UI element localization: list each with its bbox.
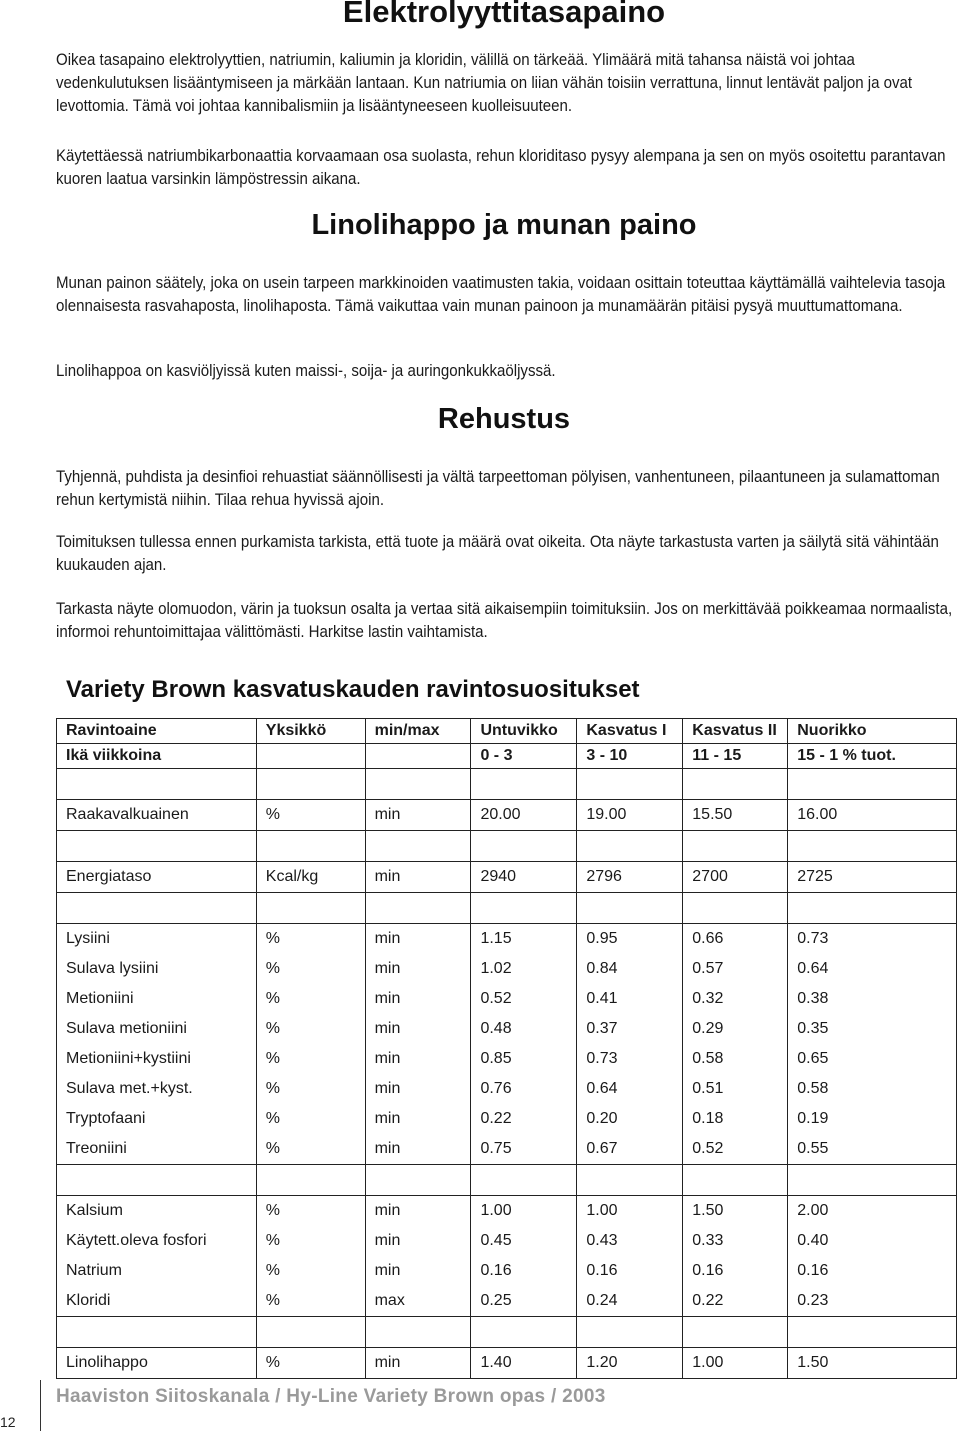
table-spacer-cell xyxy=(788,1317,957,1348)
table-cell: Kasvatus I xyxy=(577,719,683,744)
table-spacer-cell xyxy=(577,769,683,800)
table-cell: 1.50 xyxy=(788,1348,957,1379)
table-cell: 0.22 xyxy=(471,1104,577,1134)
table-spacer-cell xyxy=(683,831,788,862)
table-spacer-cell xyxy=(471,831,577,862)
table-cell: min xyxy=(365,1104,471,1134)
table-cell: 2700 xyxy=(683,862,788,893)
table-cell: 0.25 xyxy=(471,1286,577,1317)
table-cell: min xyxy=(365,1196,471,1227)
table-cell: min xyxy=(365,800,471,831)
table-cell: % xyxy=(256,1256,365,1286)
table-cell: 0.45 xyxy=(471,1226,577,1256)
paragraph-electrolytes-2: Käytettäessä natriumbikarbonaattia korvaamaan osa suolasta, rehun kloriditaso pysyy alempana ja sen on myös osoitettu parantavan kuoren laatua varsinkin lämpöstressin aikana. xyxy=(56,147,946,188)
table-spacer-cell xyxy=(256,769,365,800)
table-spacer-cell xyxy=(256,831,365,862)
table-row xyxy=(57,1348,957,1379)
table-cell: Untuvikko xyxy=(471,719,577,744)
table-cell: 0.64 xyxy=(577,1074,683,1104)
table-spacer-cell xyxy=(57,1165,257,1196)
table-cell xyxy=(256,744,365,769)
table-cell: min xyxy=(365,1256,471,1286)
table-cell: 0.40 xyxy=(788,1226,957,1256)
table-cell: 2725 xyxy=(788,862,957,893)
table-row xyxy=(57,862,957,893)
table-cell: % xyxy=(256,954,365,984)
heading-electrolytes: Elektrolyyttitasapaino xyxy=(342,0,666,29)
table-cell: 0.52 xyxy=(471,984,577,1014)
table-cell: Lysiini xyxy=(57,924,257,955)
table-cell: 0.32 xyxy=(683,984,788,1014)
table-spacer-row xyxy=(57,769,957,800)
table-row xyxy=(57,1256,957,1286)
table-spacer-cell xyxy=(577,1317,683,1348)
table-row xyxy=(57,984,957,1014)
table-spacer-cell xyxy=(256,893,365,924)
table-row xyxy=(57,1286,957,1317)
table-row xyxy=(57,1014,957,1044)
table-cell: min xyxy=(365,862,471,893)
paragraph-linoleic-2: Linolihappoa on kasviöljyissä kuten maissi-, soija- ja auringonkukkaöljyssä. xyxy=(56,362,556,380)
table-cell: 1.00 xyxy=(577,1196,683,1227)
table-cell: % xyxy=(256,1134,365,1165)
table-cell: 0.16 xyxy=(788,1256,957,1286)
table-cell: 11 - 15 xyxy=(683,744,788,769)
table-cell: 1.40 xyxy=(471,1348,577,1379)
table-title: Variety Brown kasvatuskauden ravintosuositukset xyxy=(66,676,640,703)
table-cell: 15.50 xyxy=(683,800,788,831)
table-cell: 0.24 xyxy=(577,1286,683,1317)
table-row xyxy=(57,924,957,955)
table-cell: 0.58 xyxy=(788,1074,957,1104)
table-row xyxy=(57,800,957,831)
table-cell: 0.22 xyxy=(683,1286,788,1317)
table-cell: Raakavalkuainen xyxy=(57,800,257,831)
heading-linoleic: Linolihappo ja munan paino xyxy=(311,209,697,241)
table-spacer-cell xyxy=(57,769,257,800)
table-cell: Kalsium xyxy=(57,1196,257,1227)
table-cell: 0.55 xyxy=(788,1134,957,1165)
table-cell: % xyxy=(256,924,365,955)
table-cell: 0.51 xyxy=(683,1074,788,1104)
table-cell: Linolihappo xyxy=(57,1348,257,1379)
table-cell: 0.43 xyxy=(577,1226,683,1256)
table-spacer-cell xyxy=(365,831,471,862)
table-spacer-cell xyxy=(471,769,577,800)
table-cell: % xyxy=(256,1074,365,1104)
table-spacer-cell xyxy=(577,831,683,862)
paragraph-feeding-1: Tyhjennä, puhdista ja desinfioi rehuastiat säännöllisesti ja vältä tarpeettoman pölyisen, vanhentuneen, pilaantuneen ja sulamattoman rehun kertymistä niihin. Tilaa rehua hyvissä ajoin. xyxy=(56,468,940,509)
table-cell: 0.16 xyxy=(683,1256,788,1286)
table-spacer-cell xyxy=(683,769,788,800)
table-header-row xyxy=(57,719,957,744)
table-row xyxy=(57,1226,957,1256)
table-cell: 0.67 xyxy=(577,1134,683,1165)
table-cell: 0.95 xyxy=(577,924,683,955)
table-cell: % xyxy=(256,1348,365,1379)
table-cell: 3 - 10 xyxy=(577,744,683,769)
table-cell: 0.73 xyxy=(788,924,957,955)
table-cell: 1.00 xyxy=(471,1196,577,1227)
table-cell: Natrium xyxy=(57,1256,257,1286)
table-cell: 2796 xyxy=(577,862,683,893)
table-spacer-row xyxy=(57,1317,957,1348)
table-cell: 0.76 xyxy=(471,1074,577,1104)
table-cell: Sulava metioniini xyxy=(57,1014,257,1044)
table-spacer-row xyxy=(57,831,957,862)
table-spacer-cell xyxy=(788,769,957,800)
table-cell: 19.00 xyxy=(577,800,683,831)
table-cell: % xyxy=(256,984,365,1014)
table-spacer-cell xyxy=(57,893,257,924)
paragraph-linoleic-1: Munan painon säätely, joka on usein tarpeen markkinoiden vaatimusten takia, voidaan osittain toteuttaa käyttämällä vaihtelevia tasoja olennaisesta rasvahaposta, linolihaposta. Tämä vaikuttaa vain munan painoon ja munamäärän pitäisi pysyä muuttumattomana. xyxy=(56,274,946,315)
table-cell: % xyxy=(256,1226,365,1256)
table-cell: 0.20 xyxy=(577,1104,683,1134)
table-row xyxy=(57,954,957,984)
table-spacer-cell xyxy=(471,1317,577,1348)
table-spacer-cell xyxy=(683,1165,788,1196)
table-cell: 0.84 xyxy=(577,954,683,984)
table-cell: 0.85 xyxy=(471,1044,577,1074)
table-cell: min xyxy=(365,1348,471,1379)
table-cell: 2940 xyxy=(471,862,577,893)
table-cell: Sulava met.+kyst. xyxy=(57,1074,257,1104)
table-cell: 20.00 xyxy=(471,800,577,831)
table-spacer-cell xyxy=(788,1165,957,1196)
paragraph-electrolytes-1: Oikea tasapaino elektrolyyttien, natriumin, kaliumin ja kloridin, välillä on tärkeää. Ylimäärä mitä tahansa näistä voi johtaa vedenkulutuksen lisääntymiseen ja märkään lantaan. Kun natriumia on liian vähän toisiin verrattuna, linnut lentävät paljon ja ovat levottomia. Tämä voi johtaa kannibalismiin ja lisääntyneeseen kuolleisuuteen. xyxy=(56,51,913,115)
table-cell: 0.57 xyxy=(683,954,788,984)
table-cell: 0.64 xyxy=(788,954,957,984)
table-spacer-cell xyxy=(365,769,471,800)
table-cell: 1.15 xyxy=(471,924,577,955)
table-cell: Sulava lysiini xyxy=(57,954,257,984)
table-spacer-cell xyxy=(57,831,257,862)
table-cell: Käytett.oleva fosfori xyxy=(57,1226,257,1256)
table-cell: 1.00 xyxy=(683,1348,788,1379)
table-cell: % xyxy=(256,1044,365,1074)
table-cell: Nuorikko xyxy=(788,719,957,744)
table-cell: 0.38 xyxy=(788,984,957,1014)
table-cell: 1.50 xyxy=(683,1196,788,1227)
table-cell: min xyxy=(365,1074,471,1104)
table-row xyxy=(57,1044,957,1074)
paragraph-feeding-2: Toimituksen tullessa ennen purkamista tarkista, että tuote ja määrä ovat oikeita. Ota näyte tarkastusta varten ja säilytä sitä vähintään kuukauden ajan. xyxy=(56,533,939,574)
table-cell: Ikä viikkoina xyxy=(57,744,257,769)
table-cell: 0.75 xyxy=(471,1134,577,1165)
table-cell: 16.00 xyxy=(788,800,957,831)
table-cell: 0.52 xyxy=(683,1134,788,1165)
table-cell: 15 - 1 % tuot. xyxy=(788,744,957,769)
table-spacer-cell xyxy=(256,1317,365,1348)
table-cell: Tryptofaani xyxy=(57,1104,257,1134)
margin-rule xyxy=(40,1380,41,1431)
table-row xyxy=(57,1104,957,1134)
table-cell: min xyxy=(365,984,471,1014)
table-cell: Ravintoaine xyxy=(57,719,257,744)
table-cell: min xyxy=(365,1226,471,1256)
table-cell: 0.37 xyxy=(577,1014,683,1044)
table-cell: min xyxy=(365,954,471,984)
table-cell: 0.33 xyxy=(683,1226,788,1256)
table-cell: 0.58 xyxy=(683,1044,788,1074)
table-row xyxy=(57,1196,957,1227)
table-cell: Kloridi xyxy=(57,1286,257,1317)
table-cell: 1.20 xyxy=(577,1348,683,1379)
table-cell: 0.41 xyxy=(577,984,683,1014)
table-cell: Energiataso xyxy=(57,862,257,893)
table-cell: Yksikkö xyxy=(256,719,365,744)
table-spacer-cell xyxy=(256,1165,365,1196)
table-spacer-row xyxy=(57,893,957,924)
paragraph-feeding-3: Tarkasta näyte olomuodon, värin ja tuoksun osalta ja vertaa sitä aikaisempiin toimituksiin. Jos on merkittävää poikkeamaa normaalista, informoi rehuntoimittajaa välittömästi. Harkitse lastin vaihtamista. xyxy=(56,600,953,641)
heading-feeding: Rehustus xyxy=(437,403,571,435)
table-cell: 0.73 xyxy=(577,1044,683,1074)
table-cell: min xyxy=(365,1014,471,1044)
table-spacer-cell xyxy=(788,893,957,924)
table-row xyxy=(57,1134,957,1165)
nutrition-table xyxy=(56,718,957,1379)
page-number: 12 xyxy=(0,1414,16,1430)
table-spacer-cell xyxy=(683,1317,788,1348)
table-cell: 0.66 xyxy=(683,924,788,955)
footer: Haaviston Siitoskanala / Hy-Line Variety Brown opas / 2003 xyxy=(56,1386,606,1407)
table-cell: % xyxy=(256,800,365,831)
table-cell: 0.16 xyxy=(471,1256,577,1286)
table-cell: Kasvatus II xyxy=(683,719,788,744)
table-cell: 0.19 xyxy=(788,1104,957,1134)
table-cell: % xyxy=(256,1286,365,1317)
table-spacer-cell xyxy=(788,831,957,862)
table-cell xyxy=(365,744,471,769)
table-cell: max xyxy=(365,1286,471,1317)
table-cell: min/max xyxy=(365,719,471,744)
table-cell: Metioniini xyxy=(57,984,257,1014)
table-cell: Metioniini+kystiini xyxy=(57,1044,257,1074)
table-cell: % xyxy=(256,1196,365,1227)
table-spacer-cell xyxy=(471,893,577,924)
table-cell: 0.18 xyxy=(683,1104,788,1134)
table-cell: min xyxy=(365,924,471,955)
table-spacer-cell xyxy=(683,893,788,924)
table-spacer-row xyxy=(57,1165,957,1196)
table-cell: min xyxy=(365,1044,471,1074)
table-cell: Treoniini xyxy=(57,1134,257,1165)
table-spacer-cell xyxy=(365,1317,471,1348)
table-cell: 0.48 xyxy=(471,1014,577,1044)
table-cell: Kcal/kg xyxy=(256,862,365,893)
table-cell: 0.35 xyxy=(788,1014,957,1044)
table-cell: min xyxy=(365,1134,471,1165)
table-cell: 2.00 xyxy=(788,1196,957,1227)
table-spacer-cell xyxy=(577,1165,683,1196)
table-age-row xyxy=(57,744,957,769)
table-cell: % xyxy=(256,1104,365,1134)
table-cell: 0.65 xyxy=(788,1044,957,1074)
table-cell: 0.29 xyxy=(683,1014,788,1044)
table-cell: 0.16 xyxy=(577,1256,683,1286)
table-spacer-cell xyxy=(57,1317,257,1348)
table-spacer-cell xyxy=(365,1165,471,1196)
table-cell: 0.23 xyxy=(788,1286,957,1317)
table-spacer-cell xyxy=(577,893,683,924)
table-spacer-cell xyxy=(471,1165,577,1196)
table-spacer-cell xyxy=(365,893,471,924)
table-cell: % xyxy=(256,1014,365,1044)
table-cell: 0 - 3 xyxy=(471,744,577,769)
table-cell: 1.02 xyxy=(471,954,577,984)
table-row xyxy=(57,1074,957,1104)
